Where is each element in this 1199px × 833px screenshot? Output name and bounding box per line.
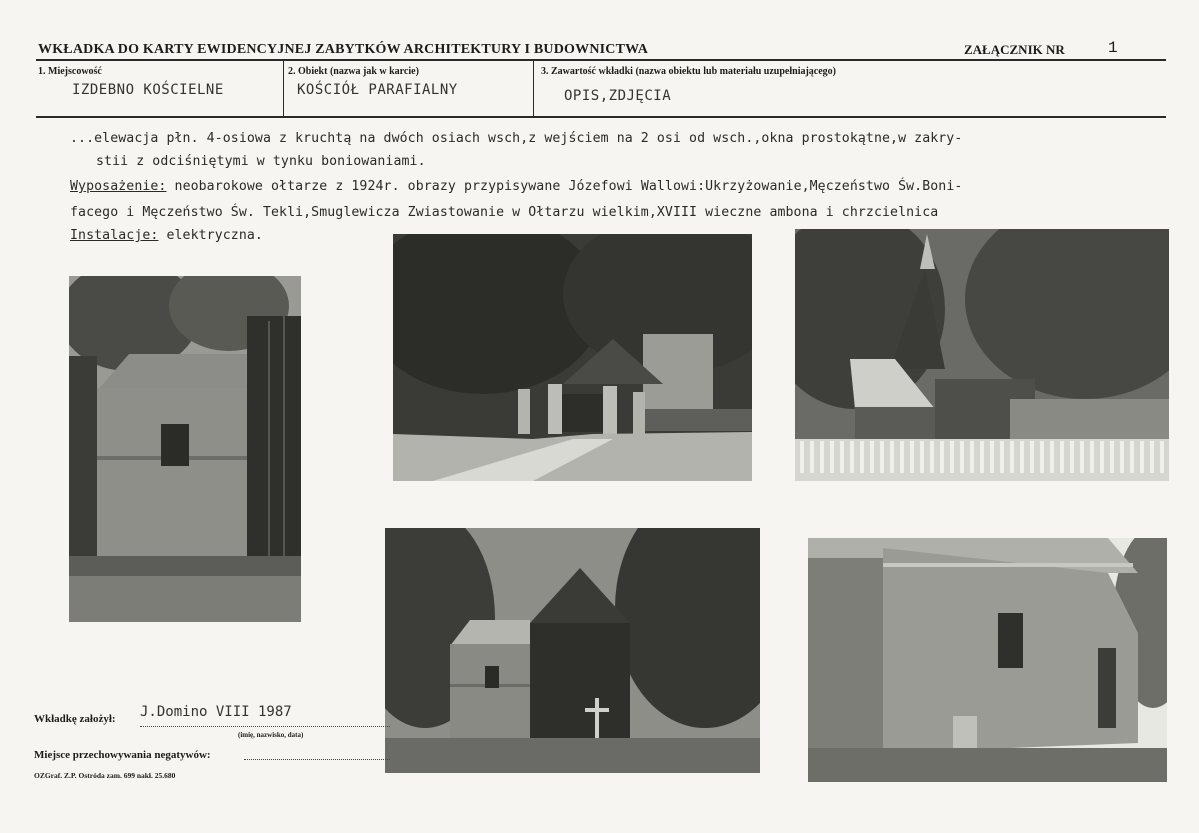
fields-bottom-rule — [36, 116, 1166, 118]
author-note: (imię, nazwisko, data) — [238, 731, 304, 739]
description-line-3 — [70, 179, 962, 194]
installations-label: Instalacje: — [70, 228, 159, 243]
author-value: J.Domino VIII 1987 — [140, 704, 292, 720]
header-rule — [36, 59, 1166, 61]
storage-dotted-line — [244, 759, 390, 760]
printer-imprint: OZGraf. Z.P. Ostróda zam. 699 nakł. 25.680 — [34, 771, 176, 780]
annex-number: 1 — [1108, 39, 1118, 57]
contents-label: 3. Zawartość wkładki (nazwa obiektu lub materiału uzupełniającego) — [541, 66, 837, 77]
church-fence-photo — [795, 229, 1169, 481]
installations-text: elektryczna. — [158, 228, 263, 243]
object-label: 2. Obiekt (nazwa jak w karcie) — [288, 66, 419, 77]
locality-label: 1. Miejscowość — [38, 66, 102, 77]
object-value: KOŚCIÓŁ PARAFIALNY — [297, 82, 458, 98]
equipment-text: neobarokowe ołtarze z 1924r. obrazy przypisywane Józefowi Wallowi:Ukrzyżowanie,Męczeństwo Św.Boni- — [166, 179, 963, 194]
contents-value: OPIS,ZDJĘCIA — [564, 88, 672, 104]
equipment-label: Wyposażenie: — [70, 179, 167, 194]
sacristy-corner-photo — [808, 538, 1167, 782]
description-line-1: ...elewacja płn. 4-osiowa z kruchtą na dwóch osiach wsch,z wejściem na 2 osi od wsch.,okna prostokątne,w zakry- — [70, 131, 963, 146]
author-label: Wkładkę założył: — [34, 713, 116, 725]
field-divider-1 — [283, 61, 284, 116]
form-title: WKŁADKA DO KARTY EWIDENCYJNEJ ZABYTKÓW ARCHITEKTURY I BUDOWNICTWA — [38, 42, 649, 57]
description-line-5 — [70, 228, 263, 243]
locality-value: IZDEBNO KOŚCIELNE — [72, 82, 224, 98]
description-line-4: facego i Męczeństwo Św. Tekli,Smuglewicza Zwiastowanie w Ołtarzu wielkim,XVIII wieczne ambona i chrzcielnica — [70, 205, 939, 220]
description-line-2: stii z odciśniętymi w tynku boniowaniami. — [96, 154, 426, 169]
field-divider-2 — [533, 61, 534, 116]
storage-label: Miejsce przechowywania negatywów: — [34, 749, 211, 761]
sacristy-photo — [69, 276, 301, 622]
church-side-photo — [385, 528, 760, 773]
author-dotted-line — [140, 726, 390, 727]
gate-photo — [393, 234, 752, 481]
annex-label: ZAŁĄCZNIK NR — [964, 42, 1065, 57]
